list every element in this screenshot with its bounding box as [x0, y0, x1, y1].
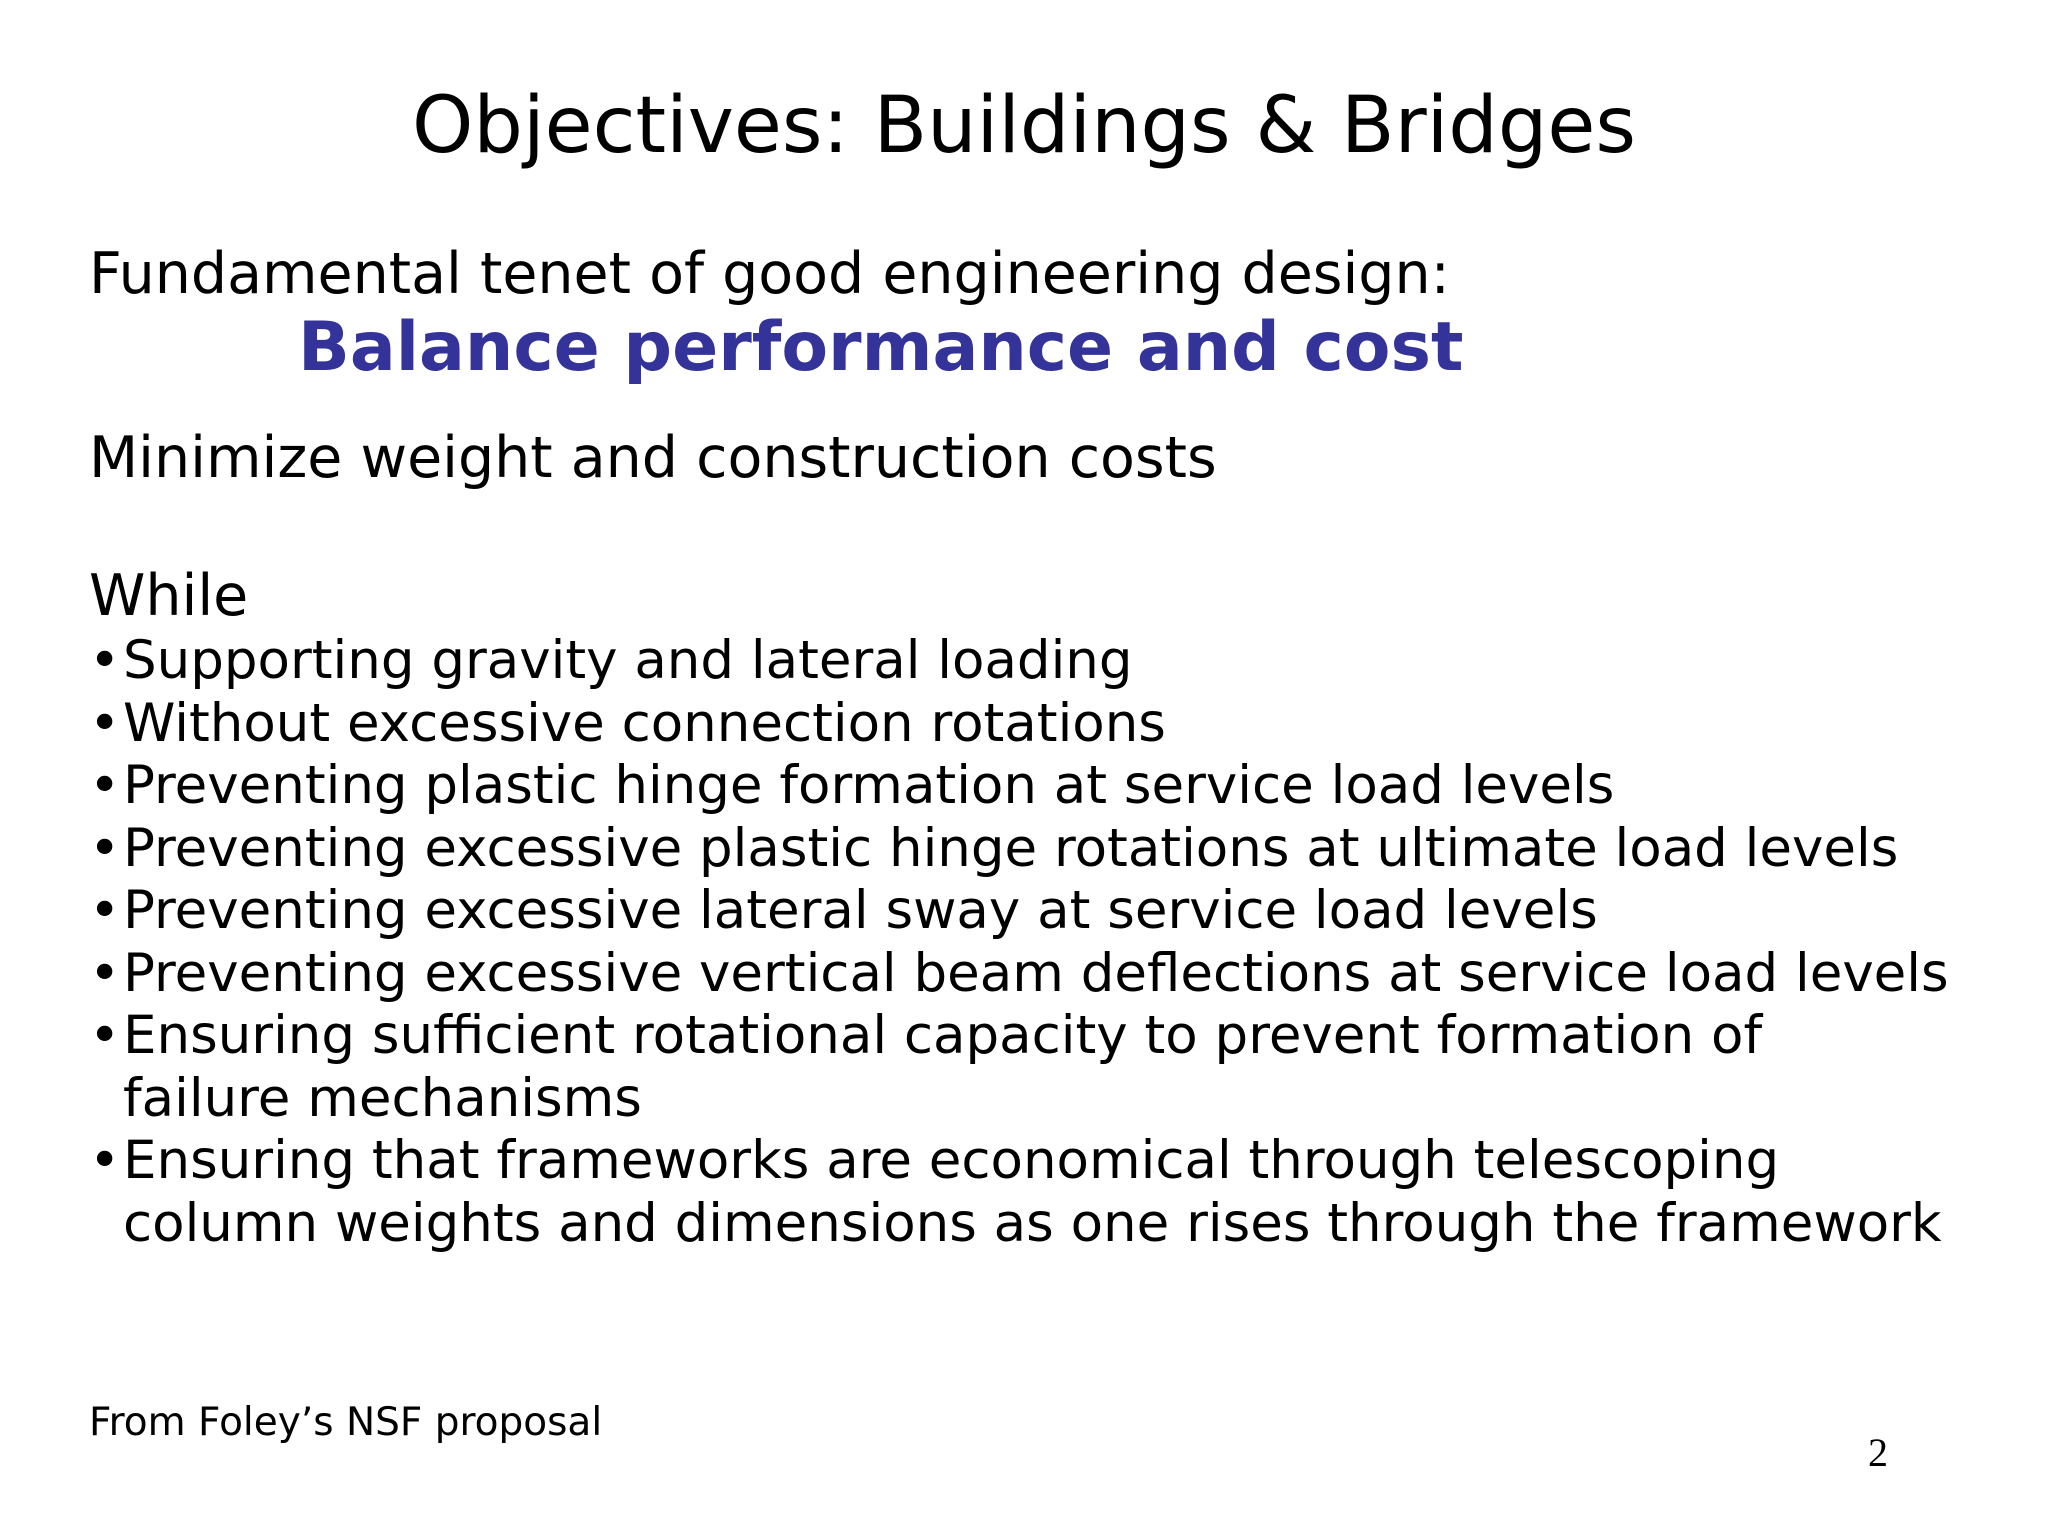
list-item-text: Ensuring that frameworks are economical through telescoping column weights and dimensions as one rises through the framework: [123, 1130, 1942, 1254]
objectives-list: [89, 630, 1949, 1255]
bullet-icon: •: [89, 692, 121, 754]
while-label: While: [89, 563, 249, 629]
list-item-text: Without excessive connection rotations: [123, 692, 1166, 754]
minimize-text: Minimize weight and construction costs: [89, 425, 1217, 491]
source-note: From Foley’s NSF proposal: [89, 1400, 603, 1445]
list-item-text: Preventing plastic hinge formation at service load levels: [123, 755, 1615, 816]
list-item: [89, 755, 1949, 818]
slide-title: Objectives: Buildings & Bridges: [412, 81, 1636, 171]
bullet-icon: •: [89, 817, 121, 879]
list-item: [89, 1130, 1949, 1255]
list-item: [89, 818, 1949, 881]
list-item-text: Preventing excessive vertical beam deflections at service load levels: [123, 942, 1949, 1004]
list-item: [89, 880, 1949, 943]
list-item: [89, 1005, 1949, 1130]
bullet-icon: •: [89, 1130, 121, 1191]
list-item-text: Supporting gravity and lateral loading: [123, 630, 1133, 691]
bullet-icon: •: [89, 880, 121, 941]
bullet-icon: •: [89, 942, 121, 1004]
list-item: [89, 630, 1949, 693]
bullet-icon: •: [89, 755, 121, 816]
emphasis-text: Balance performance and cost: [298, 308, 1464, 387]
tenet-text: Fundamental tenet of good engineering design:: [89, 241, 1450, 307]
bullet-icon: •: [89, 1005, 121, 1066]
page-number: 2: [1868, 1430, 1888, 1475]
list-item-text: Preventing excessive plastic hinge rotations at ultimate load levels: [123, 817, 1899, 879]
list-item-text: Ensuring sufficient rotational capacity to prevent formation of failure mechanisms: [123, 1005, 1763, 1129]
list-item: [89, 693, 1949, 756]
bullet-icon: •: [89, 630, 121, 691]
list-item: [89, 943, 1949, 1006]
list-item-text: Preventing excessive lateral sway at service load levels: [123, 880, 1598, 941]
